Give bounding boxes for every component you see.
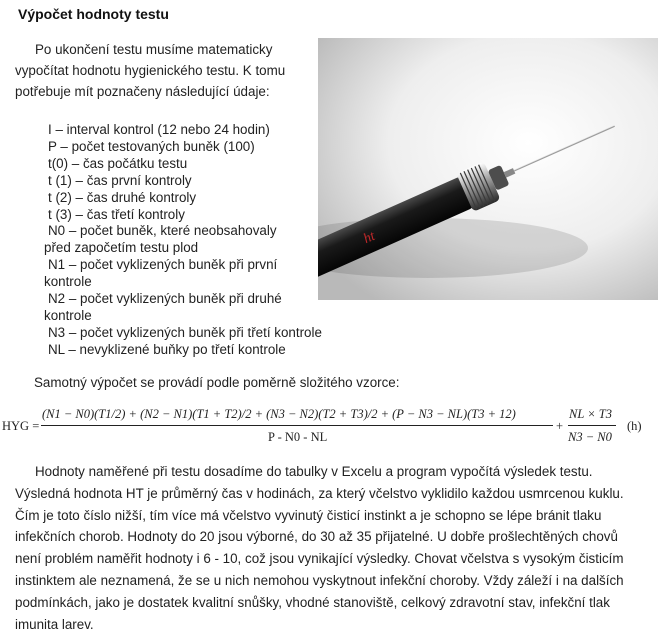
list-item: t (1) – čas první kontroly bbox=[48, 172, 192, 188]
formula-numerator: (N1 − N0)(T1/2) + (N2 − N1)(T1 + T2)/2 + (N3 − N2)(T2 + T3)/2 + (P − N3 − NL)(T3 + 12) bbox=[42, 407, 516, 421]
formula-lhs: HYG = bbox=[2, 419, 40, 433]
list-item: I – interval kontrol (12 nebo 24 hodin) bbox=[48, 122, 270, 137]
fraction-bar bbox=[41, 425, 553, 426]
pin-tool-image bbox=[318, 38, 658, 300]
svg-text:ht: ht bbox=[361, 228, 378, 248]
pin-tool-photo bbox=[318, 38, 658, 300]
list-item: t(0) – čas počátku testu bbox=[48, 155, 188, 171]
formula-denominator-2: N3 − N0 bbox=[568, 430, 612, 444]
list-item: N2 – počet vyklizených buněk při druhé bbox=[48, 291, 282, 307]
list-item: N0 – počet buněk, které neobsahovaly bbox=[48, 223, 277, 239]
hyg-formula bbox=[0, 402, 658, 452]
list-item: P – počet testovaných buněk (100) bbox=[48, 138, 255, 154]
results-paragraph: Hodnoty naměřené při testu dosadíme do tabulky v Excelu a program vypočítá výsledek testu. Výsledná hodnota HT je průměrný čas v hodinách, za který včelstvo vyklidilo každou usmrcenou kuklu. Čím je toto číslo nižší, tím více má včelstvo vyvinutý čisticí instinkt a je schopno se lépe bránit tlaku infekčních chorob. Hodnoty do 20 jsou výborné, do 30 až 35 přijatelné. U dobře prošlechtěných chovů není problém naměřit hodnoty i 6 - 10, což jsou vynikající výsledky. Chovat včelstva s vysokým čisticím instinktem ale neznamená, že se u nich nemohou vyskytnout infekční choroby. Vždy záleží i na dalších podmínkách, jako je dostatek kvalitní snůšky, vhodné stanoviště, celkový zdravotní stav, infekční tlak imunita larev. bbox=[15, 464, 624, 632]
formula-denominator: P - N0 - NL bbox=[268, 430, 328, 444]
list-item-continuation: kontrole bbox=[44, 274, 92, 290]
fraction-bar-2 bbox=[568, 425, 616, 426]
list-item-continuation: kontrole bbox=[44, 307, 92, 323]
parameter-list bbox=[44, 122, 358, 359]
formula-plus: + bbox=[556, 419, 564, 433]
list-item: N3 – počet vyklizených buněk při třetí kontrole bbox=[48, 324, 322, 340]
list-item: N1 – počet vyklizených buněk při první bbox=[48, 257, 278, 273]
formula-numerator-2: NL × T3 bbox=[569, 407, 612, 421]
intro-paragraph: Po ukončení testu musíme matematicky vypočítat hodnotu hygienického testu. K tomu potřebuje mít poznačeny následující údaje: bbox=[15, 42, 286, 99]
list-item: t (2) – čas druhé kontroly bbox=[48, 189, 197, 205]
list-item: NL – nevyklizené buňky po třetí kontrole bbox=[48, 341, 286, 357]
calculation-intro: Samotný výpočet se provádí podle poměrně složitého vzorce: bbox=[34, 375, 400, 390]
page-title: Výpočet hodnoty testu bbox=[18, 6, 169, 22]
list-item: t (3) – čas třetí kontroly bbox=[48, 206, 185, 222]
formula-unit: (h) bbox=[627, 419, 642, 433]
list-item-continuation: před započetím testu plod bbox=[44, 240, 199, 256]
